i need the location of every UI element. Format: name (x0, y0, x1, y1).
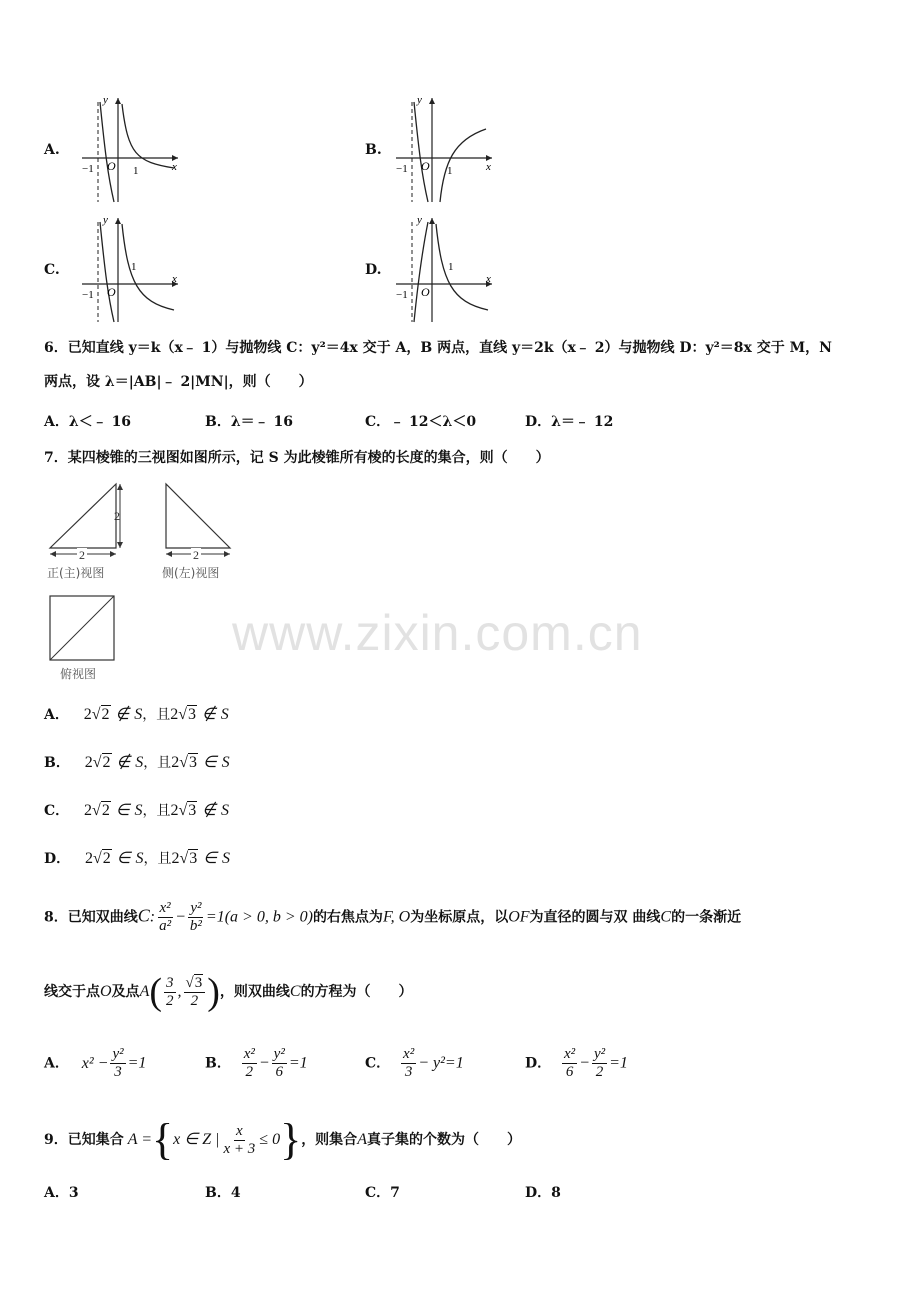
q7-c-rad1: 2 (101, 802, 110, 819)
q8-C-2: C (660, 908, 672, 926)
q6-option-a-text: λ＜﹣ 16 (68, 414, 132, 430)
q9-set-pre: x ∈ Z | (173, 1131, 220, 1148)
q7-side-view (160, 480, 240, 564)
q8-text-4: 为直径的圆与双 曲线 (529, 909, 661, 926)
graph-d-x-label: x (486, 273, 491, 285)
q7-option-b-label: B． (44, 755, 70, 771)
q8-stem-line2: 线交于点O及点A( $\frac{3}{2}$ , $\frac{√3}{2}$ )，则双曲线C的方程为（ ） (44, 971, 413, 1013)
q9-text-1: 已知集合 (67, 1132, 124, 1148)
q9-option-a[interactable] (44, 1182, 79, 1202)
q7-b-rel2: ∈ (202, 754, 217, 771)
q7-a-rad1: 2 (101, 706, 110, 723)
q8-option-d[interactable]: D． $\frac{\text{x²}}{6}$ − $\frac{\text{y²}}{2}$ =1 (525, 1046, 628, 1080)
graph-a (78, 92, 188, 204)
q6-stem-line2: 两点，设 λ＝|AB|﹣ 2|MN|，则（ ） (44, 374, 313, 390)
q8-pt-x-num: 3 (166, 974, 174, 991)
q9-option-c-text: 7 (390, 1185, 400, 1201)
q7-c-rel2: ∉ (202, 802, 217, 819)
q8-d-num1: x² (564, 1046, 576, 1062)
q8-c-num1: x² (403, 1046, 415, 1062)
q7-side-caption: 侧(左)视图 (162, 566, 220, 580)
graph-b-tick-neg: −1 (396, 163, 408, 175)
q8-text-2: 的右焦点为 (312, 909, 383, 926)
q7-option-a-label: A． (44, 707, 69, 723)
q9-stem (44, 1115, 521, 1164)
q7-front-height-label: 2 (114, 509, 120, 523)
q6-option-b[interactable] (205, 411, 293, 431)
q7-c-rad2: 3 (188, 802, 197, 819)
q9-brace-left: { (152, 1115, 174, 1164)
q8-OF: OF (508, 908, 530, 926)
q9-set-post: ≤ 0 (259, 1131, 281, 1148)
q7-option-c[interactable]: C． 2√2 ∈ S，且2√3 ∉ S (44, 802, 229, 819)
q8-A: A (139, 983, 150, 1000)
q8-text-5: 的一条渐近 (671, 909, 742, 926)
q7-a-coef2: 2 (170, 706, 179, 723)
q7-c-mid: ，且 (142, 803, 171, 819)
q8-option-a-label: A． (44, 1055, 69, 1072)
q7-b-set2: S (221, 754, 230, 771)
q7-option-d-label: D． (44, 851, 71, 867)
q8-b-num2: y² (273, 1046, 285, 1062)
q8-d-post: =1 (609, 1054, 628, 1072)
q7-option-d[interactable]: D． 2√2 ∈ S，且2√3 ∈ S (44, 850, 230, 867)
graph-b (392, 92, 502, 204)
graph-a-x-label: x (172, 161, 177, 173)
q8-b-post: =1 (288, 1054, 308, 1072)
q6-option-b-text: λ＝﹣ 16 (230, 414, 294, 430)
q8-O: O (100, 983, 112, 1000)
q8-text-8: ，则双曲线 (219, 984, 290, 1000)
q8-b-num1: x² (243, 1046, 255, 1062)
q8-pt-y-den: 2 (190, 992, 199, 1009)
q6-option-c-text: ﹣ 12＜λ＜0 (390, 414, 477, 430)
q8-option-d-label: D． (525, 1055, 552, 1072)
graph-a-y-label: y (103, 94, 108, 106)
q8-b-den2: 6 (275, 1064, 283, 1080)
q8-frac1-den: a² (159, 918, 172, 934)
watermark: www.zixin.com.cn (232, 605, 643, 661)
graph-b-origin: O (421, 159, 430, 173)
q8-C-3: C (289, 983, 301, 1000)
graph-option-b-label[interactable]: B. (365, 142, 382, 158)
q9-number: 9． (44, 1132, 68, 1148)
q8-c-pre2: − y² (418, 1054, 445, 1072)
q8-d-num2: y² (593, 1046, 606, 1062)
q8-a-den: 3 (114, 1064, 122, 1080)
q8-a-pre: x² − (81, 1054, 109, 1072)
graph-b-tick-pos: 1 (447, 165, 453, 177)
q8-minus: − (175, 908, 186, 926)
q6-option-a[interactable] (44, 411, 131, 431)
q7-d-coef1: 2 (85, 850, 94, 867)
q8-option-c[interactable] (365, 1046, 464, 1081)
q9-option-b-text: 4 (230, 1185, 241, 1201)
q7-c-coef2: 2 (170, 802, 179, 819)
q7-side-width-label: 2 (193, 548, 199, 562)
q8-C-1: C (137, 905, 150, 926)
graph-c-tick-neg: −1 (82, 289, 94, 301)
q7-a-set1: S (134, 706, 143, 723)
q7-c-set1: S (134, 802, 143, 819)
q7-d-mid: ，且 (143, 851, 172, 867)
q7-b-coef1: 2 (84, 754, 93, 771)
q8-stem-line1 (44, 900, 741, 935)
q8-colon: : (149, 908, 156, 926)
q8-text-6: 线交于点 (44, 984, 100, 1000)
q6-stem-line1: 6．已知直线 y＝k（x﹣ 1）与抛物线 C：y²＝4x 交于 A，B 两点，直线 y＝2k（x﹣ 2）与抛物线 D：y²＝8x 交于 M，N (44, 340, 832, 356)
graph-b-x-label: x (486, 161, 491, 173)
q8-number: 8． (44, 909, 68, 926)
q7-option-a[interactable]: A． 2√2 ∉ S，且2√3 ∉ S (44, 706, 229, 723)
graph-option-a-label[interactable]: A. (44, 142, 60, 158)
q7-a-set2: S (220, 706, 229, 723)
q7-front-view (44, 480, 134, 564)
q8-c-den1: 3 (404, 1064, 413, 1080)
graph-c-x-label: x (172, 273, 177, 285)
graph-a-tick-neg: −1 (82, 163, 94, 175)
q7-d-coef2: 2 (171, 850, 180, 867)
q7-a-rad2: 3 (188, 706, 196, 723)
q7-b-mid: ，且 (143, 755, 172, 771)
graph-c (78, 212, 188, 324)
q7-a-rel2: ∉ (201, 706, 216, 723)
q7-option-b[interactable]: B． 2√2 ∉ S，且2√3 ∈ S (44, 754, 230, 771)
q9-option-d-label: D． (525, 1185, 552, 1201)
q9-option-d[interactable] (525, 1182, 561, 1202)
q7-b-rad1: 2 (102, 754, 111, 771)
q9-option-a-label: A． (44, 1185, 69, 1201)
q9-option-c[interactable] (365, 1182, 400, 1202)
q8-pt-y-rad: 3 (194, 974, 203, 991)
q6-option-a-label: A． (44, 414, 69, 430)
q7-b-rad2: 3 (188, 754, 197, 771)
q6-option-d[interactable] (525, 411, 613, 431)
q7-d-rel1: ∈ (116, 850, 131, 867)
graph-b-y-label: y (417, 94, 422, 106)
q8-text-3: 为坐标原点，以 (410, 909, 509, 926)
q9-option-d-text: 8 (551, 1185, 561, 1201)
q8-a-post: =1 (127, 1054, 147, 1072)
q8-d-den2: 2 (595, 1064, 604, 1080)
q8-d-den1: 6 (565, 1064, 574, 1080)
q7-a-mid: ，且 (142, 707, 171, 723)
q7-c-rel1: ∈ (115, 802, 130, 819)
q8-eq-condition: =1(a > 0, b > 0) (205, 908, 313, 926)
q7-d-rad1: 2 (102, 850, 111, 867)
q8-option-a[interactable] (44, 1046, 146, 1081)
q8-frac2-num: y² (190, 900, 202, 916)
q9-option-b-label: B． (205, 1185, 231, 1201)
q8-b-den1: 2 (245, 1064, 254, 1080)
q7-front-caption: 正(主)视图 (47, 566, 105, 580)
q8-frac2-den: b² (189, 918, 202, 934)
graph-d-tick-pos: 1 (448, 261, 454, 273)
graph-c-origin: O (107, 285, 116, 299)
q7-d-rad2: 3 (189, 850, 198, 867)
q9-lhs: A = (127, 1131, 153, 1148)
q7-stem: 7．某四棱锥的三视图如图所示，记 S 为此棱锥所有棱的长度的集合，则（ ） (44, 450, 550, 466)
graph-c-tick-pos: 1 (131, 261, 137, 273)
graph-d (392, 212, 502, 324)
q8-frac1-num: x² (159, 900, 171, 916)
q6-option-c[interactable] (365, 411, 476, 431)
q7-a-rel1: ∉ (115, 706, 130, 723)
graph-d-origin: O (421, 285, 430, 299)
q9-frac-num: x (236, 1122, 243, 1139)
graph-option-c-label[interactable]: C. (44, 262, 60, 278)
q8-F-O: F, O (382, 908, 411, 926)
q7-a-coef1: 2 (83, 706, 92, 723)
graph-option-d-label[interactable]: D. (365, 262, 382, 278)
q6-option-b-label: B． (205, 414, 231, 430)
q7-b-rel1: ∉ (116, 754, 131, 771)
graph-c-y-label: y (103, 214, 108, 226)
q9-brace-right: } (280, 1115, 302, 1164)
q6-option-d-text: λ＝﹣ 12 (551, 414, 614, 430)
q7-option-c-label: C． (44, 803, 70, 819)
q8-option-b-label: B． (205, 1055, 231, 1072)
q7-c-set2: S (220, 802, 229, 819)
q7-d-rel2: ∈ (203, 850, 218, 867)
graph-d-tick-neg: −1 (396, 289, 408, 301)
q8-option-b[interactable]: B． $\frac{\text{x²}}{2}$ − $\frac{\text{y²}}{6}$ =1 (205, 1046, 308, 1080)
graph-d-y-label: y (417, 214, 422, 226)
q8-text-9: 的方程为（ ） (300, 984, 413, 1000)
q6-option-c-label: C． (365, 414, 391, 430)
q9-text-3: 真子集的个数为（ ） (366, 1132, 521, 1148)
q7-d-set2: S (221, 850, 230, 867)
q7-top-view (48, 594, 118, 664)
q9-option-a-text: 3 (68, 1185, 79, 1201)
q8-pt-x-den: 2 (166, 992, 174, 1009)
q9-option-b[interactable] (205, 1182, 241, 1202)
graph-a-origin: O (107, 159, 116, 173)
q7-b-set1: S (135, 754, 144, 771)
q8-c-post: =1 (444, 1054, 464, 1072)
q7-front-width-label: 2 (79, 548, 85, 562)
q7-c-coef1: 2 (84, 802, 93, 819)
graph-a-tick-pos: 1 (133, 165, 139, 177)
q7-top-caption: 俯视图 (60, 667, 97, 681)
q7-b-coef2: 2 (171, 754, 180, 771)
q7-d-set1: S (135, 850, 144, 867)
q9-frac-den: x + 3 (223, 1140, 256, 1157)
q8-text-7: 及点 (111, 984, 140, 1000)
q8-option-c-label: C． (365, 1055, 391, 1072)
q9-text-2: ，则集合 (301, 1132, 358, 1148)
q8-text-1: 已知双曲线 (67, 909, 138, 926)
q9-A: A (357, 1131, 367, 1148)
q9-option-c-label: C． (365, 1185, 391, 1201)
q8-a-num: y² (112, 1046, 124, 1062)
q6-option-d-label: D． (525, 414, 552, 430)
